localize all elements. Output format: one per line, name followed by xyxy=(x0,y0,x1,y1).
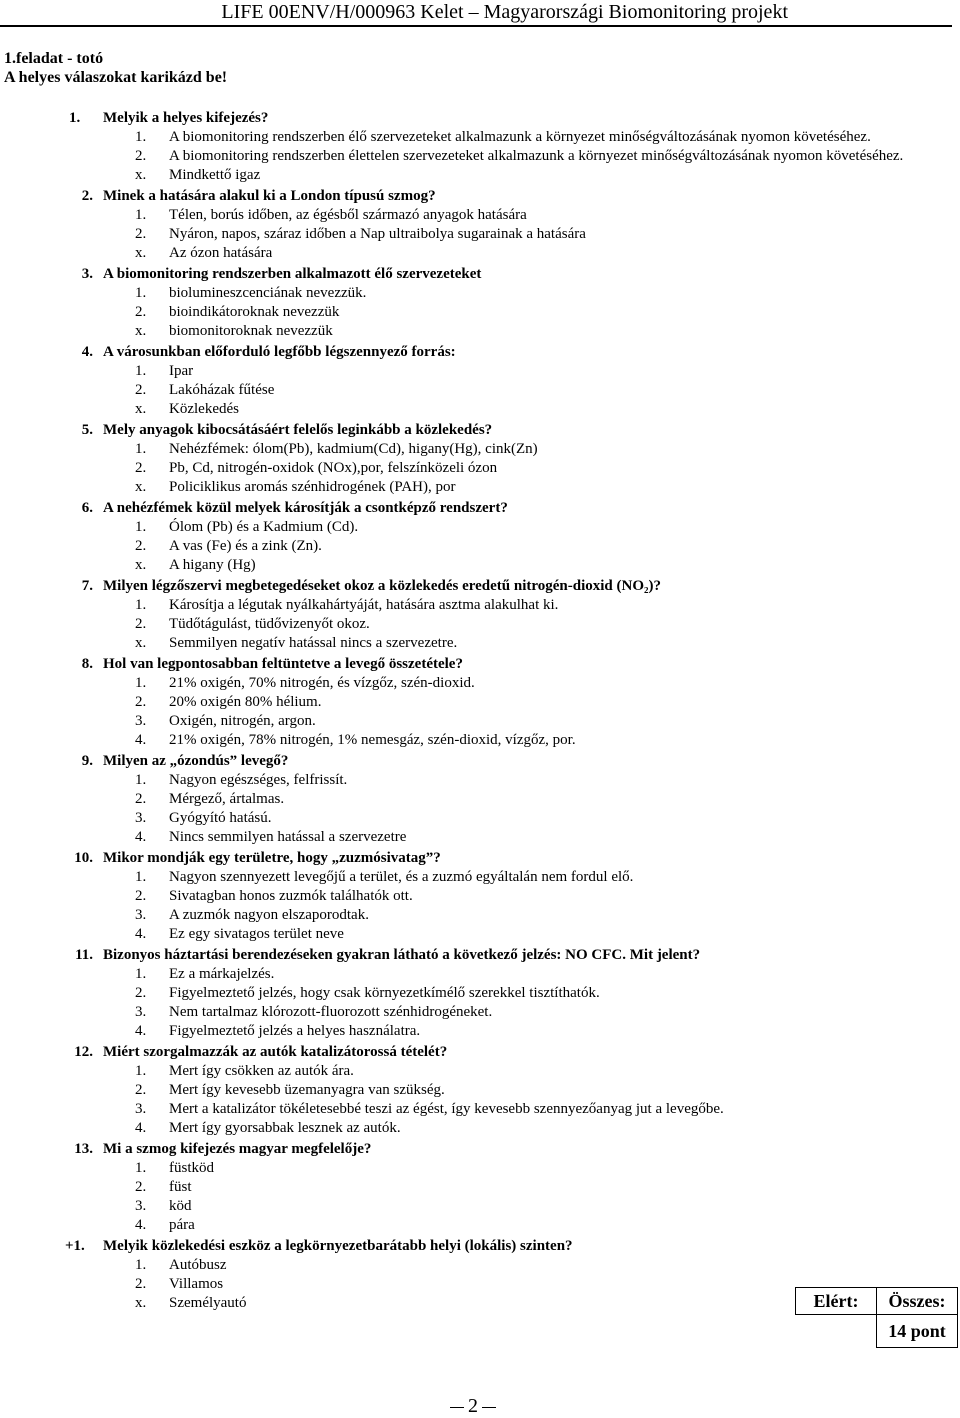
answer-text: Figyelmeztető jelzés a helyes használatra. xyxy=(169,1023,421,1039)
question-text: Milyen légzőszervi megbetegedéseket okoz a közlekedés eredetű nitrogén-dioxid (NO₂)? xyxy=(103,578,662,594)
answer-mark: 1. xyxy=(135,1063,147,1079)
answer-option[interactable] xyxy=(0,1003,960,1022)
page-number-text: 2 xyxy=(468,1395,478,1417)
answer-text: Ólom (Pb) és a Kadmium (Cd). xyxy=(169,519,359,535)
question xyxy=(0,849,960,868)
answer-mark: 2. xyxy=(135,1179,147,1195)
answer-text: Ez a márkajelzés. xyxy=(169,966,275,982)
answer-option[interactable] xyxy=(0,828,960,847)
answer-mark: 2. xyxy=(135,538,147,554)
question-text: Mikor mondják egy területre, hogy „zuzmósivatag”? xyxy=(103,850,441,866)
answer-text: Mert így kevesebb üzemanyagra van szükség. xyxy=(169,1082,445,1098)
answer-mark: 4. xyxy=(135,1120,147,1136)
answer-mark: x. xyxy=(135,479,147,495)
answer-option[interactable] xyxy=(0,1081,960,1100)
task-instruction: A helyes válaszokat karikázd be! xyxy=(4,69,228,86)
question-number: 11. xyxy=(75,947,93,963)
answer-text: Nagyon egészséges, felfrissít. xyxy=(169,772,348,788)
answer-text: Figyelmeztető jelzés, hogy csak környezetkímélő szerekkel tisztíthatók. xyxy=(169,985,600,1001)
question xyxy=(0,1043,960,1062)
answer-option[interactable] xyxy=(0,478,960,497)
total-value: 14 pont xyxy=(877,1315,958,1348)
answer-mark: 1. xyxy=(135,363,147,379)
answer-text: Lakóházak fűtése xyxy=(169,382,275,398)
answer-option[interactable] xyxy=(0,225,960,244)
answer-text: A biomonitoring rendszerben élettelen szervezeteket alkalmazunk a környezet minőségváltozásának nyomon követéséhez. xyxy=(169,148,904,164)
task-heading xyxy=(4,49,227,87)
answer-text: 21% oxigén, 70% nitrogén, és vízgőz, szén-dioxid. xyxy=(169,675,475,691)
question-text: Melyik a helyes kifejezés? xyxy=(103,110,269,126)
answer-mark: 3. xyxy=(135,1004,147,1020)
answer-mark: 2. xyxy=(135,148,147,164)
question-text: A városunkban előforduló legfőbb légszennyező forrás: xyxy=(103,344,456,360)
answer-text: bioindikátoroknak nevezzük xyxy=(169,304,340,320)
answer-mark: 2. xyxy=(135,985,147,1001)
answer-text: Mert így csökken az autók ára. xyxy=(169,1063,354,1079)
answer-option[interactable] xyxy=(0,440,960,459)
answer-mark: 1. xyxy=(135,966,147,982)
answer-text: pára xyxy=(169,1217,195,1233)
answer-option[interactable] xyxy=(0,556,960,575)
answer-text: Oxigén, nitrogén, argon. xyxy=(169,713,316,729)
answer-option[interactable] xyxy=(0,925,960,944)
answer-option[interactable] xyxy=(0,459,960,478)
answer-mark: x. xyxy=(135,401,147,417)
answer-mark: 1. xyxy=(135,1160,147,1176)
answer-mark: x. xyxy=(135,557,147,573)
answer-text: Télen, borús időben, az égésből származó anyagok hatására xyxy=(169,207,527,223)
question-text: Minek a hatására alakul ki a London típusú szmog? xyxy=(103,188,436,204)
question-number: 4. xyxy=(81,344,93,360)
question xyxy=(0,187,960,206)
answer-mark: 2. xyxy=(135,888,147,904)
answer-text: Ez egy sivatagos terület neve xyxy=(169,926,344,942)
answer-option[interactable] xyxy=(0,206,960,225)
answer-text: Károsítja a légutak nyálkahártyáját, hatására asztma alakulhat ki. xyxy=(169,597,559,613)
answer-option[interactable] xyxy=(0,984,960,1003)
answer-text: A biomonitoring rendszerben élő szervezeteket alkalmazunk a környezet minőségváltozásának nyomon követéséhez. xyxy=(169,129,871,145)
header-title: LIFE 00ENV/H/000963 Kelet – Magyarországi Biomonitoring projekt xyxy=(221,1,788,23)
answer-mark: 4. xyxy=(135,1023,147,1039)
answer-option[interactable] xyxy=(0,362,960,381)
answer-text: Mert így gyorsabbak lesznek az autók. xyxy=(169,1120,401,1136)
answer-option[interactable] xyxy=(0,128,960,147)
answer-text: Nehézfémek: ólom(Pb), kadmium(Cd), higany(Hg), cink(Zn) xyxy=(169,441,538,457)
dash-left xyxy=(450,1407,464,1408)
answer-option[interactable] xyxy=(0,887,960,906)
answer-text: Közlekedés xyxy=(169,401,239,417)
achieved-value[interactable] xyxy=(796,1315,877,1348)
question xyxy=(0,1237,960,1256)
answer-mark: x. xyxy=(135,635,147,651)
answer-text: A zuzmók nagyon elszaporodtak. xyxy=(169,907,369,923)
answer-option[interactable] xyxy=(0,284,960,303)
question-text: A biomonitoring rendszerben alkalmazott élő szervezeteket xyxy=(103,266,482,282)
question-text: Melyik közlekedési eszköz a legkörnyezetbarátabb helyi (lokális) szinten? xyxy=(103,1238,573,1254)
question-number: 9. xyxy=(81,753,93,769)
question xyxy=(0,343,960,362)
answer-text: Mert a katalizátor tökéletesebbé teszi az égést, így kevesebb szennyezőanyag jut a levegőbe. xyxy=(169,1101,724,1117)
question xyxy=(0,265,960,284)
question-number: +1. xyxy=(65,1238,85,1254)
answer-option[interactable] xyxy=(0,731,960,750)
answer-mark: 2. xyxy=(135,304,147,320)
answer-text: Személyautó xyxy=(169,1295,247,1311)
answer-mark: 2. xyxy=(135,694,147,710)
answer-text: biomonitoroknak nevezzük xyxy=(169,323,333,339)
answer-text: biolumineszcenciának nevezzük. xyxy=(169,285,367,301)
question xyxy=(0,752,960,771)
question-list xyxy=(0,107,960,1313)
task-title: 1.feladat - totó xyxy=(4,50,104,67)
answer-mark: 1. xyxy=(135,597,147,613)
answer-text: Pb, Cd, nitrogén-oxidok (NOx),por, felszínközeli ózon xyxy=(169,460,498,476)
question-number: 12. xyxy=(74,1044,93,1060)
answer-option[interactable] xyxy=(0,809,960,828)
answer-mark: 2. xyxy=(135,226,147,242)
answer-mark: 2. xyxy=(135,382,147,398)
question-text: Mi a szmog kifejezés magyar megfelelője? xyxy=(103,1141,372,1157)
answer-option[interactable] xyxy=(0,596,960,615)
answer-text: köd xyxy=(169,1198,192,1214)
answer-text: 20% oxigén 80% hélium. xyxy=(169,694,322,710)
answer-text: Ipar xyxy=(169,363,194,379)
answer-text: Az ózon hatására xyxy=(169,245,273,261)
answer-text: Villamos xyxy=(169,1276,224,1292)
answer-mark: 4. xyxy=(135,926,147,942)
answer-mark: x. xyxy=(135,1295,147,1311)
answer-text: füstköd xyxy=(169,1160,214,1176)
answer-text: Tüdőtágulást, tüdővizenyőt okoz. xyxy=(169,616,370,632)
answer-option[interactable] xyxy=(0,1100,960,1119)
answer-option[interactable] xyxy=(0,1216,960,1235)
answer-mark: 1. xyxy=(135,129,147,145)
answer-mark: x. xyxy=(135,245,147,261)
achieved-label: Elért: xyxy=(796,1288,877,1315)
answer-option[interactable] xyxy=(0,1119,960,1138)
answer-option[interactable] xyxy=(0,906,960,925)
answer-option[interactable] xyxy=(0,303,960,322)
answer-option[interactable] xyxy=(0,518,960,537)
answer-mark: 3. xyxy=(135,1101,147,1117)
answer-option[interactable] xyxy=(0,147,960,166)
answer-text: Sivatagban honos zuzmók találhatók ott. xyxy=(169,888,413,904)
question-number: 10. xyxy=(74,850,93,866)
answer-text: Semmilyen negatív hatással nincs a szervezetre. xyxy=(169,635,458,651)
answer-option[interactable] xyxy=(0,1022,960,1041)
answer-mark: 4. xyxy=(135,732,147,748)
page-number xyxy=(446,1395,500,1418)
question xyxy=(0,421,960,440)
answer-text: Autóbusz xyxy=(169,1257,227,1273)
answer-mark: 1. xyxy=(135,772,147,788)
answer-option[interactable] xyxy=(0,634,960,653)
question xyxy=(0,655,960,674)
answer-mark: x. xyxy=(135,323,147,339)
answer-option[interactable] xyxy=(0,400,960,419)
answer-option[interactable] xyxy=(0,771,960,790)
answer-mark: 4. xyxy=(135,1217,147,1233)
answer-option[interactable] xyxy=(0,537,960,556)
answer-option[interactable] xyxy=(0,674,960,693)
question xyxy=(0,577,960,596)
question-number: 2. xyxy=(81,188,93,204)
answer-option[interactable] xyxy=(0,381,960,400)
answer-option[interactable] xyxy=(0,712,960,731)
answer-text: A higany (Hg) xyxy=(169,557,256,573)
answer-text: Mindkettő igaz xyxy=(169,167,261,183)
answer-option[interactable] xyxy=(0,166,960,185)
answer-mark: 1. xyxy=(135,207,147,223)
question xyxy=(0,946,960,965)
answer-option[interactable] xyxy=(0,965,960,984)
answer-text: Nagyon szennyezett levegőjű a terület, és a zuzmó egyáltalán nem fordul elő. xyxy=(169,869,634,885)
answer-option[interactable] xyxy=(0,615,960,634)
question-text: Hol van legpontosabban feltüntetve a levegő összetétele? xyxy=(103,656,463,672)
answer-mark: 2. xyxy=(135,1082,147,1098)
answer-text: 21% oxigén, 78% nitrogén, 1% nemesgáz, szén-dioxid, vízgőz, por. xyxy=(169,732,576,748)
answer-option[interactable] xyxy=(0,1159,960,1178)
answer-mark: 1. xyxy=(135,519,147,535)
question-text: A nehézfémek közül melyek károsítják a csontképző rendszert? xyxy=(103,500,508,516)
answer-mark: 2. xyxy=(135,616,147,632)
question-text: Bizonyos háztartási berendezéseken gyakran látható a következő jelzés: NO CFC. Mit jelent? xyxy=(103,947,701,963)
answer-mark: 1. xyxy=(135,869,147,885)
answer-option[interactable] xyxy=(0,693,960,712)
answer-mark: 1. xyxy=(135,1257,147,1273)
question xyxy=(0,1140,960,1159)
answer-option[interactable] xyxy=(0,1178,960,1197)
answer-mark: 1. xyxy=(135,675,147,691)
answer-option[interactable] xyxy=(0,322,960,341)
question xyxy=(0,499,960,518)
question-text: Mely anyagok kibocsátásáért felelős leginkább a közlekedés? xyxy=(103,422,493,438)
answer-mark: 2. xyxy=(135,791,147,807)
answer-text: Nincs semmilyen hatással a szervezetre xyxy=(169,829,407,845)
answer-mark: 1. xyxy=(135,441,147,457)
answer-mark: 1. xyxy=(135,285,147,301)
question-number: 5. xyxy=(81,422,93,438)
dash-right xyxy=(482,1407,496,1408)
answer-mark: 3. xyxy=(135,713,147,729)
question-number: 13. xyxy=(74,1141,93,1157)
answer-text: Gyógyító hatású. xyxy=(169,810,272,826)
answer-mark: 3. xyxy=(135,907,147,923)
score-box xyxy=(795,1287,958,1348)
question-number: 7. xyxy=(81,578,93,594)
answer-option[interactable] xyxy=(0,1197,960,1216)
question-text: Milyen az „ózondús” levegő? xyxy=(103,753,289,769)
question-number: 8. xyxy=(81,656,93,672)
answer-mark: 4. xyxy=(135,829,147,845)
answer-text: Mérgező, ártalmas. xyxy=(169,791,285,807)
page-header xyxy=(0,0,952,27)
question-number: 3. xyxy=(81,266,93,282)
answer-option[interactable] xyxy=(0,1062,960,1081)
answer-mark: 2. xyxy=(135,460,147,476)
answer-text: füst xyxy=(169,1179,192,1195)
answer-option[interactable] xyxy=(0,790,960,809)
question xyxy=(0,109,960,128)
answer-mark: 3. xyxy=(135,810,147,826)
answer-mark: x. xyxy=(135,167,147,183)
question-number: 1. xyxy=(69,110,81,126)
answer-text: Policiklikus aromás szénhidrogének (PAH), por xyxy=(169,479,456,495)
answer-text: Nyáron, napos, száraz időben a Nap ultraibolya sugarainak a hatására xyxy=(169,226,586,242)
question-number: 6. xyxy=(81,500,93,516)
total-label: Összes: xyxy=(877,1288,958,1315)
answer-option[interactable] xyxy=(0,1256,960,1275)
answer-mark: 2. xyxy=(135,1276,147,1292)
answer-text: A vas (Fe) és a zink (Zn). xyxy=(169,538,322,554)
answer-mark: 3. xyxy=(135,1198,147,1214)
question-text: Miért szorgalmazzák az autók katalizátorossá tételét? xyxy=(103,1044,448,1060)
answer-text: Nem tartalmaz klórozott-fluorozott szénhidrogéneket. xyxy=(169,1004,493,1020)
answer-option[interactable] xyxy=(0,244,960,263)
answer-option[interactable] xyxy=(0,868,960,887)
